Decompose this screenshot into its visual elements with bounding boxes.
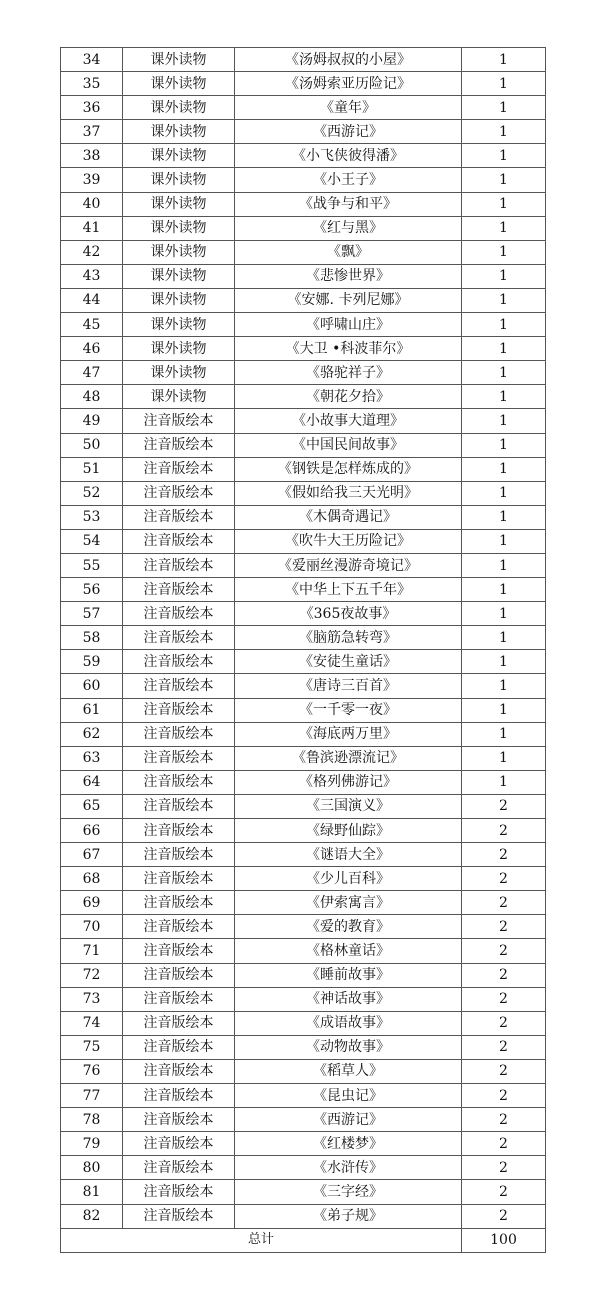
quantity-cell: 1 [462, 192, 546, 216]
table-row [61, 481, 546, 505]
category-cell: 课外读物 [123, 48, 235, 72]
category-cell: 注音版绘本 [123, 409, 235, 433]
table-row [61, 96, 546, 120]
row-number-cell: 52 [61, 481, 123, 505]
quantity-cell: 1 [462, 770, 546, 794]
category-cell: 课外读物 [123, 313, 235, 337]
row-number-cell: 67 [61, 843, 123, 867]
category-cell: 注音版绘本 [123, 867, 235, 891]
row-number-cell: 51 [61, 457, 123, 481]
quantity-cell: 2 [462, 1180, 546, 1204]
row-number-cell: 34 [61, 48, 123, 72]
quantity-cell: 1 [462, 144, 546, 168]
quantity-cell: 1 [462, 240, 546, 264]
row-number-cell: 57 [61, 602, 123, 626]
row-number-cell: 59 [61, 650, 123, 674]
row-number-cell: 76 [61, 1059, 123, 1083]
table-row [61, 698, 546, 722]
table-row [61, 650, 546, 674]
category-cell: 注音版绘本 [123, 457, 235, 481]
quantity-cell: 1 [462, 313, 546, 337]
book-title-cell: 《成语故事》 [235, 1011, 462, 1035]
book-title-cell: 《安徒生童话》 [235, 650, 462, 674]
table-row [61, 1204, 546, 1228]
table-row [61, 1084, 546, 1108]
table-row [61, 722, 546, 746]
row-number-cell: 65 [61, 794, 123, 818]
category-cell: 注音版绘本 [123, 553, 235, 577]
quantity-cell: 2 [462, 819, 546, 843]
book-list-table-container [60, 47, 545, 1253]
row-number-cell: 64 [61, 770, 123, 794]
book-title-cell: 《伊索寓言》 [235, 891, 462, 915]
table-row [61, 794, 546, 818]
table-row [61, 192, 546, 216]
book-list-table [60, 47, 546, 1253]
table-row [61, 602, 546, 626]
book-title-cell: 《骆驼祥子》 [235, 361, 462, 385]
category-cell: 注音版绘本 [123, 1132, 235, 1156]
category-cell: 课外读物 [123, 288, 235, 312]
book-title-cell: 《红楼梦》 [235, 1132, 462, 1156]
total-value: 100 [462, 1228, 546, 1252]
table-row [61, 505, 546, 529]
row-number-cell: 72 [61, 963, 123, 987]
category-cell: 课外读物 [123, 192, 235, 216]
category-cell: 注音版绘本 [123, 698, 235, 722]
row-number-cell: 63 [61, 746, 123, 770]
table-row [61, 770, 546, 794]
quantity-cell: 1 [462, 72, 546, 96]
book-title-cell: 《假如给我三天光明》 [235, 481, 462, 505]
book-title-cell: 《爱丽丝漫游奇境记》 [235, 553, 462, 577]
category-cell: 课外读物 [123, 216, 235, 240]
row-number-cell: 79 [61, 1132, 123, 1156]
category-cell: 注音版绘本 [123, 987, 235, 1011]
row-number-cell: 35 [61, 72, 123, 96]
total-label: 总计 [61, 1228, 462, 1252]
table-row [61, 987, 546, 1011]
table-row [61, 409, 546, 433]
quantity-cell: 1 [462, 216, 546, 240]
book-title-cell: 《中华上下五千年》 [235, 578, 462, 602]
category-cell: 课外读物 [123, 72, 235, 96]
category-cell: 注音版绘本 [123, 746, 235, 770]
table-row [61, 553, 546, 577]
row-number-cell: 58 [61, 626, 123, 650]
category-cell: 注音版绘本 [123, 1011, 235, 1035]
category-cell: 注音版绘本 [123, 1084, 235, 1108]
book-title-cell: 《格林童话》 [235, 939, 462, 963]
book-title-cell: 《安娜. 卡列尼娜》 [235, 288, 462, 312]
book-title-cell: 《中国民间故事》 [235, 433, 462, 457]
row-number-cell: 71 [61, 939, 123, 963]
book-title-cell: 《唐诗三百首》 [235, 674, 462, 698]
quantity-cell: 1 [462, 674, 546, 698]
row-number-cell: 46 [61, 337, 123, 361]
quantity-cell: 1 [462, 722, 546, 746]
book-title-cell: 《飘》 [235, 240, 462, 264]
row-number-cell: 82 [61, 1204, 123, 1228]
table-row [61, 264, 546, 288]
book-title-cell: 《吹牛大王历险记》 [235, 529, 462, 553]
row-number-cell: 50 [61, 433, 123, 457]
table-row [61, 313, 546, 337]
table-row [61, 1180, 546, 1204]
book-title-cell: 《谜语大全》 [235, 843, 462, 867]
quantity-cell: 1 [462, 168, 546, 192]
row-number-cell: 80 [61, 1156, 123, 1180]
table-row [61, 72, 546, 96]
row-number-cell: 47 [61, 361, 123, 385]
table-row [61, 337, 546, 361]
table-row [61, 915, 546, 939]
row-number-cell: 44 [61, 288, 123, 312]
book-title-cell: 《朝花夕拾》 [235, 385, 462, 409]
book-title-cell: 《小王子》 [235, 168, 462, 192]
table-row [61, 819, 546, 843]
quantity-cell: 1 [462, 578, 546, 602]
category-cell: 注音版绘本 [123, 1156, 235, 1180]
quantity-cell: 2 [462, 891, 546, 915]
table-row [61, 120, 546, 144]
row-number-cell: 61 [61, 698, 123, 722]
category-cell: 注音版绘本 [123, 939, 235, 963]
row-number-cell: 74 [61, 1011, 123, 1035]
book-title-cell: 《神话故事》 [235, 987, 462, 1011]
book-title-cell: 《脑筋急转弯》 [235, 626, 462, 650]
quantity-cell: 2 [462, 1011, 546, 1035]
quantity-cell: 1 [462, 48, 546, 72]
row-number-cell: 39 [61, 168, 123, 192]
quantity-cell: 2 [462, 1059, 546, 1083]
quantity-cell: 1 [462, 409, 546, 433]
book-title-cell: 《悲惨世界》 [235, 264, 462, 288]
table-row [61, 578, 546, 602]
quantity-cell: 1 [462, 433, 546, 457]
row-number-cell: 48 [61, 385, 123, 409]
table-row [61, 433, 546, 457]
table-row [61, 843, 546, 867]
category-cell: 注音版绘本 [123, 674, 235, 698]
row-number-cell: 45 [61, 313, 123, 337]
row-number-cell: 75 [61, 1035, 123, 1059]
category-cell: 课外读物 [123, 168, 235, 192]
table-row [61, 529, 546, 553]
table-row [61, 216, 546, 240]
book-title-cell: 《弟子规》 [235, 1204, 462, 1228]
row-number-cell: 42 [61, 240, 123, 264]
book-title-cell: 《水浒传》 [235, 1156, 462, 1180]
category-cell: 注音版绘本 [123, 891, 235, 915]
quantity-cell: 2 [462, 1084, 546, 1108]
row-number-cell: 69 [61, 891, 123, 915]
category-cell: 课外读物 [123, 96, 235, 120]
category-cell: 注音版绘本 [123, 794, 235, 818]
category-cell: 注音版绘本 [123, 650, 235, 674]
table-row [61, 1156, 546, 1180]
category-cell: 注音版绘本 [123, 433, 235, 457]
book-title-cell: 《爱的教育》 [235, 915, 462, 939]
table-row [61, 1035, 546, 1059]
book-title-cell: 《稻草人》 [235, 1059, 462, 1083]
category-cell: 注音版绘本 [123, 505, 235, 529]
book-title-cell: 《小故事大道理》 [235, 409, 462, 433]
row-number-cell: 68 [61, 867, 123, 891]
quantity-cell: 2 [462, 1108, 546, 1132]
row-number-cell: 49 [61, 409, 123, 433]
table-row [61, 168, 546, 192]
category-cell: 注音版绘本 [123, 722, 235, 746]
quantity-cell: 2 [462, 794, 546, 818]
book-title-cell: 《汤姆索亚历险记》 [235, 72, 462, 96]
table-row [61, 1132, 546, 1156]
row-number-cell: 36 [61, 96, 123, 120]
book-title-cell: 《红与黑》 [235, 216, 462, 240]
table-row [61, 385, 546, 409]
book-title-cell: 《木偶奇遇记》 [235, 505, 462, 529]
table-row [61, 240, 546, 264]
category-cell: 注音版绘本 [123, 1180, 235, 1204]
book-title-cell: 《动物故事》 [235, 1035, 462, 1059]
quantity-cell: 1 [462, 96, 546, 120]
book-title-cell: 《三国演义》 [235, 794, 462, 818]
quantity-cell: 1 [462, 626, 546, 650]
quantity-cell: 1 [462, 457, 546, 481]
category-cell: 注音版绘本 [123, 578, 235, 602]
book-title-cell: 《睡前故事》 [235, 963, 462, 987]
quantity-cell: 2 [462, 1204, 546, 1228]
quantity-cell: 1 [462, 385, 546, 409]
book-title-cell: 《鲁滨逊漂流记》 [235, 746, 462, 770]
table-row [61, 48, 546, 72]
row-number-cell: 41 [61, 216, 123, 240]
category-cell: 课外读物 [123, 264, 235, 288]
book-title-cell: 《西游记》 [235, 1108, 462, 1132]
book-title-cell: 《绿野仙踪》 [235, 819, 462, 843]
row-number-cell: 77 [61, 1084, 123, 1108]
category-cell: 注音版绘本 [123, 1204, 235, 1228]
row-number-cell: 53 [61, 505, 123, 529]
book-title-cell: 《钢铁是怎样炼成的》 [235, 457, 462, 481]
category-cell: 课外读物 [123, 385, 235, 409]
table-row [61, 939, 546, 963]
row-number-cell: 54 [61, 529, 123, 553]
book-title-cell: 《呼啸山庄》 [235, 313, 462, 337]
book-title-cell: 《三字经》 [235, 1180, 462, 1204]
category-cell: 注音版绘本 [123, 529, 235, 553]
row-number-cell: 37 [61, 120, 123, 144]
book-title-cell: 《汤姆叔叔的小屋》 [235, 48, 462, 72]
quantity-cell: 2 [462, 915, 546, 939]
quantity-cell: 1 [462, 337, 546, 361]
quantity-cell: 1 [462, 481, 546, 505]
book-title-cell: 《一千零一夜》 [235, 698, 462, 722]
row-number-cell: 78 [61, 1108, 123, 1132]
book-title-cell: 《昆虫记》 [235, 1084, 462, 1108]
table-footer [61, 1228, 546, 1252]
quantity-cell: 1 [462, 698, 546, 722]
row-number-cell: 56 [61, 578, 123, 602]
category-cell: 课外读物 [123, 144, 235, 168]
row-number-cell: 73 [61, 987, 123, 1011]
book-title-cell: 《格列佛游记》 [235, 770, 462, 794]
quantity-cell: 2 [462, 1156, 546, 1180]
quantity-cell: 2 [462, 1132, 546, 1156]
category-cell: 注音版绘本 [123, 915, 235, 939]
category-cell: 课外读物 [123, 361, 235, 385]
quantity-cell: 1 [462, 602, 546, 626]
category-cell: 注音版绘本 [123, 1035, 235, 1059]
quantity-cell: 2 [462, 963, 546, 987]
category-cell: 注音版绘本 [123, 1108, 235, 1132]
quantity-cell: 2 [462, 867, 546, 891]
table-row [61, 1011, 546, 1035]
category-cell: 注音版绘本 [123, 819, 235, 843]
total-row [61, 1228, 546, 1252]
table-row [61, 457, 546, 481]
table-row [61, 1108, 546, 1132]
quantity-cell: 1 [462, 264, 546, 288]
quantity-cell: 2 [462, 939, 546, 963]
row-number-cell: 40 [61, 192, 123, 216]
quantity-cell: 2 [462, 843, 546, 867]
table-row [61, 867, 546, 891]
row-number-cell: 81 [61, 1180, 123, 1204]
row-number-cell: 60 [61, 674, 123, 698]
category-cell: 课外读物 [123, 240, 235, 264]
category-cell: 课外读物 [123, 120, 235, 144]
category-cell: 注音版绘本 [123, 963, 235, 987]
category-cell: 注音版绘本 [123, 481, 235, 505]
book-title-cell: 《365夜故事》 [235, 602, 462, 626]
table-row [61, 1059, 546, 1083]
row-number-cell: 66 [61, 819, 123, 843]
category-cell: 注音版绘本 [123, 770, 235, 794]
book-title-cell: 《童年》 [235, 96, 462, 120]
row-number-cell: 38 [61, 144, 123, 168]
book-title-cell: 《少儿百科》 [235, 867, 462, 891]
table-row [61, 674, 546, 698]
quantity-cell: 1 [462, 505, 546, 529]
row-number-cell: 70 [61, 915, 123, 939]
category-cell: 注音版绘本 [123, 602, 235, 626]
row-number-cell: 55 [61, 553, 123, 577]
table-row [61, 891, 546, 915]
row-number-cell: 43 [61, 264, 123, 288]
book-title-cell: 《小飞侠彼得潘》 [235, 144, 462, 168]
category-cell: 注音版绘本 [123, 843, 235, 867]
quantity-cell: 2 [462, 1035, 546, 1059]
book-title-cell: 《大卫 •科波菲尔》 [235, 337, 462, 361]
quantity-cell: 1 [462, 650, 546, 674]
quantity-cell: 1 [462, 361, 546, 385]
category-cell: 课外读物 [123, 337, 235, 361]
quantity-cell: 1 [462, 746, 546, 770]
book-title-cell: 《战争与和平》 [235, 192, 462, 216]
table-body [61, 48, 546, 1229]
quantity-cell: 2 [462, 987, 546, 1011]
quantity-cell: 1 [462, 288, 546, 312]
book-title-cell: 《海底两万里》 [235, 722, 462, 746]
table-row [61, 626, 546, 650]
book-title-cell: 《西游记》 [235, 120, 462, 144]
row-number-cell: 62 [61, 722, 123, 746]
quantity-cell: 1 [462, 120, 546, 144]
table-row [61, 361, 546, 385]
table-row [61, 144, 546, 168]
quantity-cell: 1 [462, 553, 546, 577]
table-row [61, 288, 546, 312]
table-row [61, 746, 546, 770]
table-row [61, 963, 546, 987]
category-cell: 注音版绘本 [123, 1059, 235, 1083]
quantity-cell: 1 [462, 529, 546, 553]
category-cell: 注音版绘本 [123, 626, 235, 650]
